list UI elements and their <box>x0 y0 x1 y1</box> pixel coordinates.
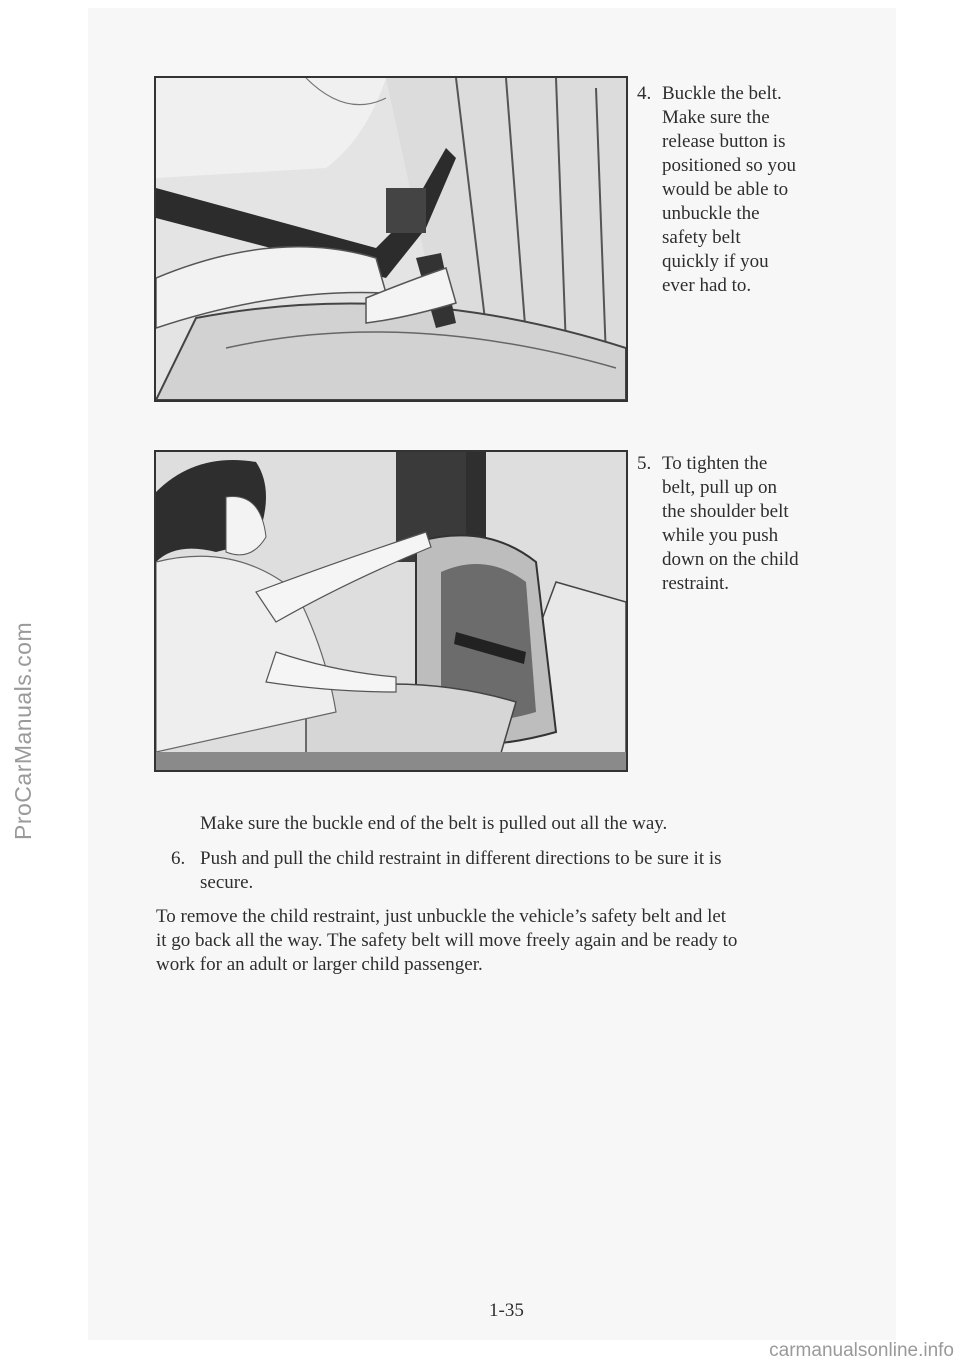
step-line: release button is <box>662 131 786 152</box>
step-line: To tighten the <box>662 453 768 474</box>
bottom-watermark: carmanualsonline.info <box>769 1340 954 1361</box>
step-line: restraint. <box>662 573 730 594</box>
step-line: Buckle the belt. <box>662 83 782 104</box>
step-number: 5. <box>637 453 652 474</box>
step-line: unbuckle the <box>662 203 760 224</box>
step-line: down on the child <box>662 549 799 570</box>
remove-restraint-paragraph <box>156 905 876 977</box>
step-4-text <box>637 82 867 298</box>
buckle-note: Make sure the buckle end of the belt is pulled out all the way. <box>200 813 668 834</box>
step-number: 6. <box>171 848 186 869</box>
step-line: Make sure the <box>662 107 770 128</box>
buckle-belt-illustration <box>154 76 628 402</box>
side-watermark: ProCarManuals.com <box>10 621 36 840</box>
step-5-text <box>637 452 867 596</box>
paragraph-line: work for an adult or larger child passenger. <box>156 954 483 975</box>
paragraph-line: it go back all the way. The safety belt will move freely again and be ready to <box>156 930 738 951</box>
tighten-belt-illustration <box>154 450 628 772</box>
step-6-text <box>171 847 871 895</box>
page-number: 1-35 <box>489 1300 524 1321</box>
step-line: quickly if you <box>662 251 769 272</box>
step-line: the shoulder belt <box>662 501 789 522</box>
step-line: Push and pull the child restraint in different directions to be sure it is <box>200 848 722 869</box>
step-line: secure. <box>200 872 254 893</box>
step-line: ever had to. <box>662 275 752 296</box>
step-line: safety belt <box>662 227 741 248</box>
paragraph-line: To remove the child restraint, just unbuckle the vehicle’s safety belt and let <box>156 906 727 927</box>
step-line: while you push <box>662 525 779 546</box>
step-line: would be able to <box>662 179 789 200</box>
step-line: belt, pull up on <box>662 477 778 498</box>
step-number: 4. <box>637 83 652 104</box>
step-line: positioned so you <box>662 155 797 176</box>
